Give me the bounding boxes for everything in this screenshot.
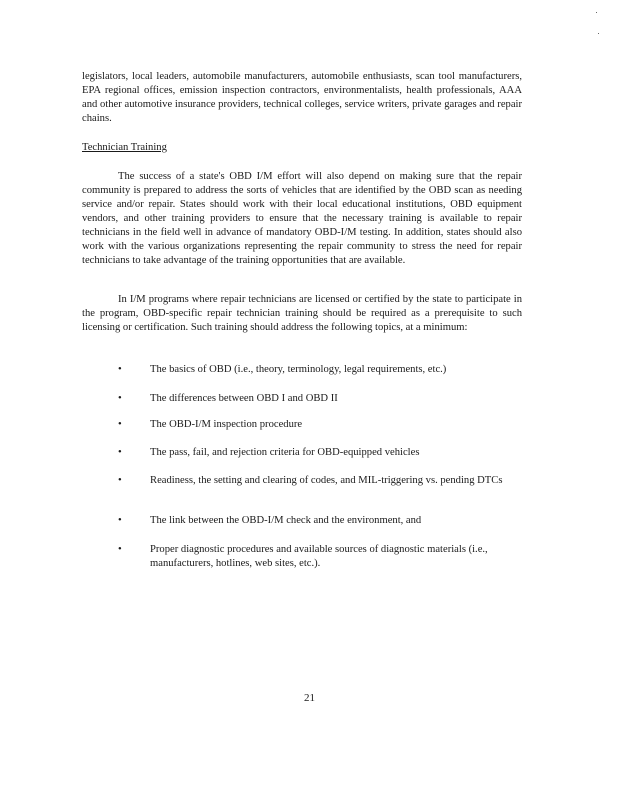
training-paragraph: The success of a state's OBD I/M effort will also depend on making sure that the repair community is prepared to address the sorts of vehicles that are identified by the OBD scan as needing service and/or repair. States should work with their local educational institutions, OBD equipment vendors, and other training providers to ensure that the necessary training is available to repair technicians in the field well in advance of mandatory OBD-I/M testing. In addition, states should also work with the various organizations representing the repair community to stress the need for repair technicians to take advantage of the training opportunities that are available. <box>82 171 522 266</box>
scan-speck <box>596 12 597 13</box>
bullet-icon: • <box>118 475 122 486</box>
list-item-text: The differences between OBD I and OBD II <box>150 393 338 404</box>
list-item-text: Readiness, the setting and clearing of codes, and MIL-triggering vs. pending DTCs <box>150 475 503 486</box>
section-heading: Technician Training <box>82 142 167 153</box>
bullet-icon: • <box>118 544 122 555</box>
bullet-icon: • <box>118 515 122 526</box>
licensing-paragraph: In I/M programs where repair technicians are licensed or certified by the state to participate in the program, OBD-specific repair technician training should be required as a prerequisite to such licensing or certification. Such training should address the following topics, at a minimum: <box>82 294 522 333</box>
list-item-text: The link between the OBD-I/M check and the environment, and <box>150 515 422 526</box>
bullet-icon: • <box>118 393 122 404</box>
page-number: 21 <box>304 692 315 704</box>
list-item-text: The basics of OBD (i.e., theory, terminology, legal requirements, etc.) <box>150 364 447 375</box>
bullet-icon: • <box>118 419 122 430</box>
list-item-text: The OBD-I/M inspection procedure <box>150 419 303 430</box>
list-item-text: Proper diagnostic procedures and available sources of diagnostic materials (i.e., manufacturers, hotlines, web sites, etc.). <box>150 544 488 569</box>
bullet-icon: • <box>118 447 122 458</box>
scan-speck <box>598 33 599 34</box>
list-item-text: The pass, fail, and rejection criteria for OBD-equipped vehicles <box>150 447 420 458</box>
bullet-icon: • <box>118 364 122 375</box>
intro-paragraph: legislators, local leaders, automobile manufacturers, automobile enthusiasts, scan tool manufacturers, EPA regional offices, emission inspection contractors, environmentalists, health professionals, AAA and other automotive insurance providers, technical colleges, service writers, private garages and repair chains. <box>82 71 522 124</box>
